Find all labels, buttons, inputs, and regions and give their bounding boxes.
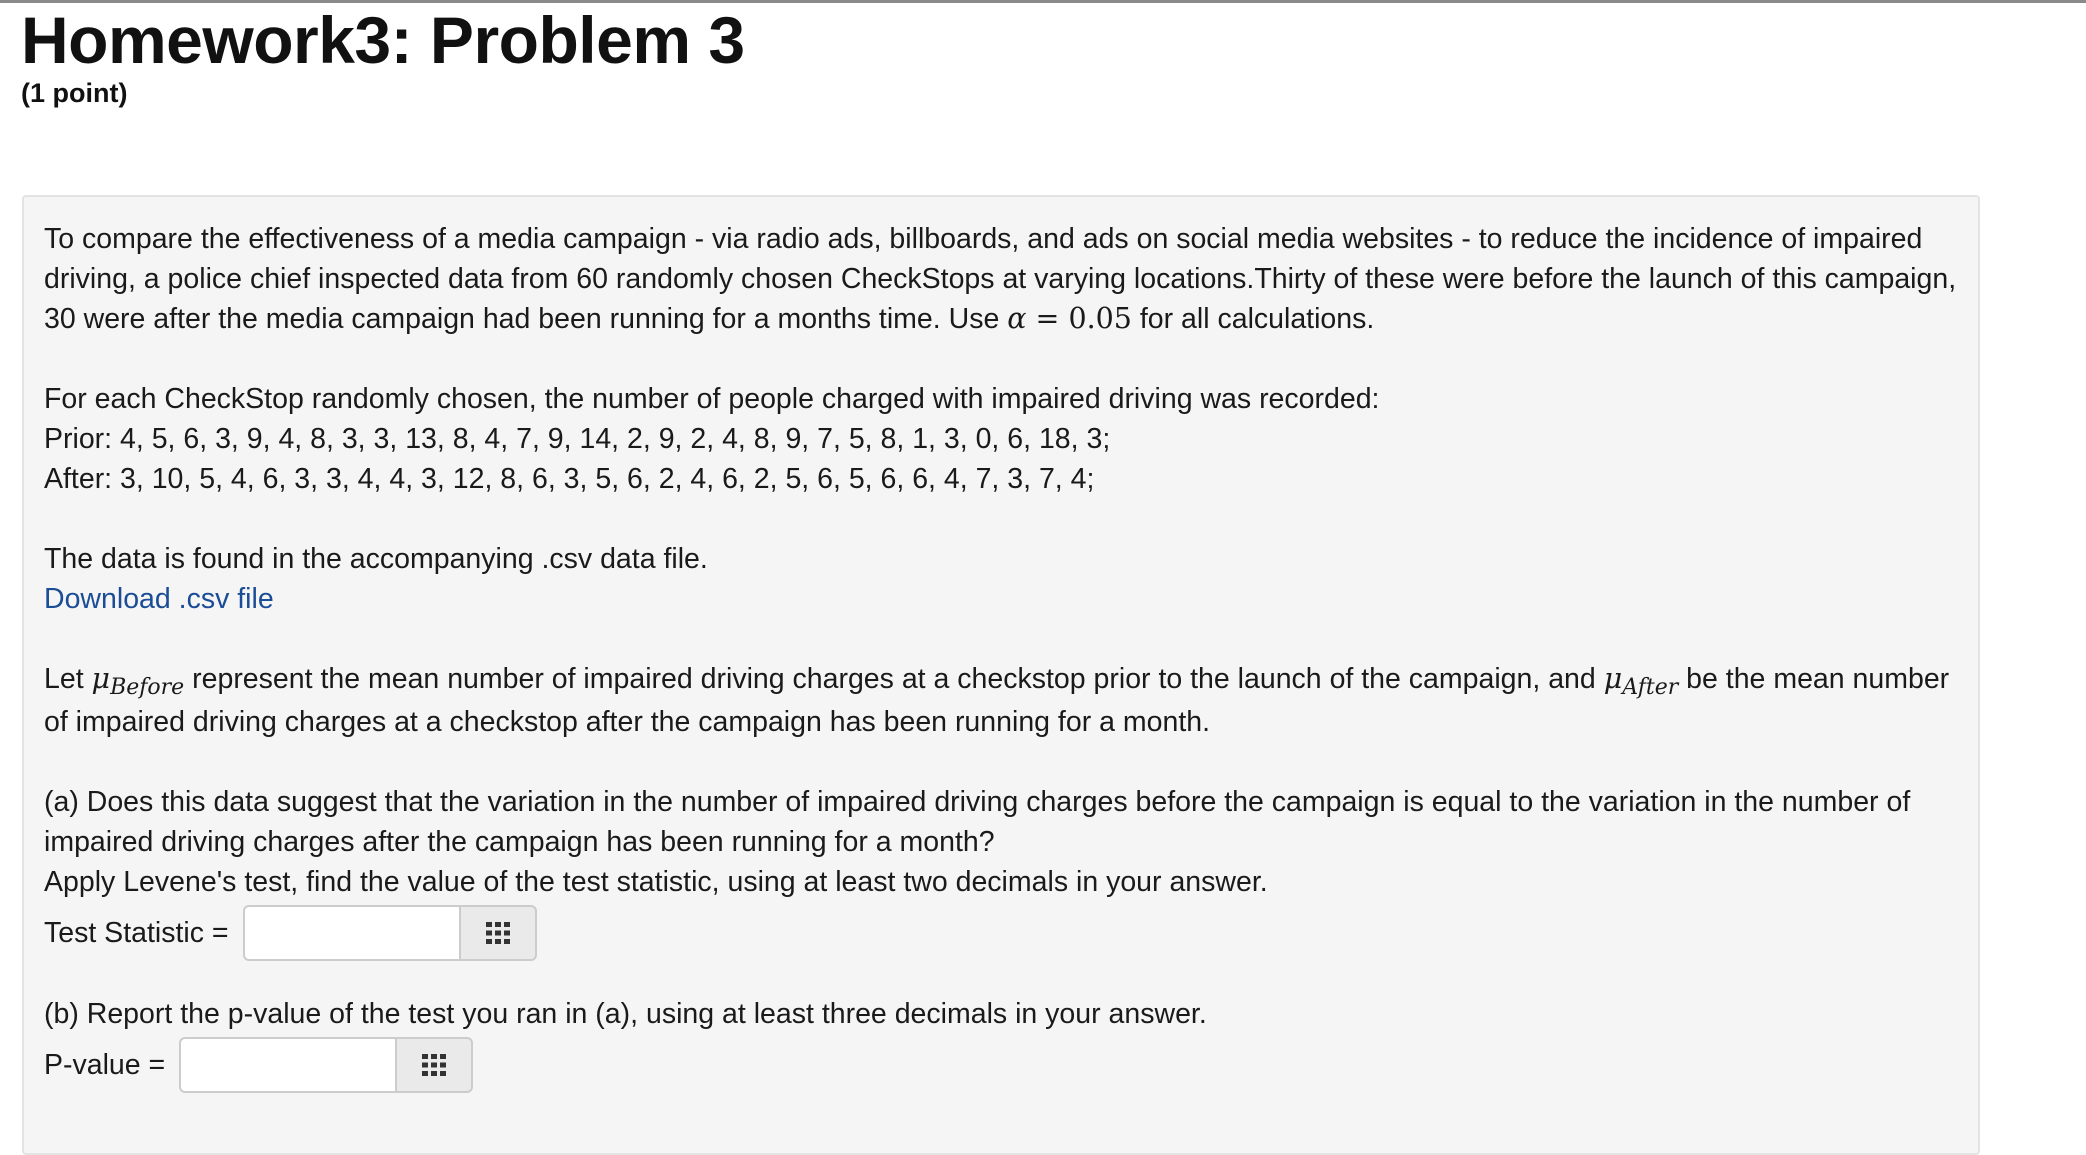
mu-before-symbol: μ (91, 662, 111, 695)
p-value-label: P-value = (44, 1049, 166, 1081)
problem-body (22, 195, 1980, 1155)
file-note: The data is found in the accompanying .csv data file. (44, 543, 708, 575)
p-value-input[interactable] (179, 1037, 395, 1093)
test-statistic-palette-button[interactable] (459, 905, 537, 961)
definition-end: be the mean number of impaired driving charges at a checkstop after the campaign has been running for a month. (44, 663, 1950, 738)
part-b-question: (b) Report the p-value of the test you ran in (a), using at least three decimals in your answer. (44, 998, 1207, 1030)
prior-data: Prior: 4, 5, 6, 3, 9, 4, 8, 3, 3, 13, 8, 4, 7, 9, 14, 2, 9, 2, 4, 8, 9, 7, 5, 8, 1, 3, 0, 6, 18, 3; (44, 423, 1111, 455)
grid-icon (485, 921, 511, 945)
test-statistic-input[interactable] (243, 905, 459, 961)
p-value-row (44, 1034, 1958, 1096)
intro-suffix: for all calculations. (1131, 303, 1375, 335)
p-value-palette-button[interactable] (395, 1037, 473, 1093)
equals-sign: = (1026, 302, 1069, 335)
mu-after-subscript: After (1622, 675, 1679, 700)
points-label: (1 point) (21, 78, 128, 108)
data-intro: For each CheckStop randomly chosen, the number of people charged with impaired driving was recorded: (44, 383, 1380, 415)
alpha-value: 0.05 (1068, 302, 1132, 335)
grid-icon (421, 1053, 447, 1077)
download-csv-link[interactable]: Download .csv file (44, 583, 274, 615)
test-statistic-row (44, 902, 1958, 964)
part-a-instruction: Apply Levene's test, find the value of the test statistic, using at least two decimals in your answer. (44, 866, 1268, 898)
definition-paragraph (44, 659, 1958, 742)
test-statistic-label: Test Statistic = (44, 917, 229, 949)
intro-text: To compare the effectiveness of a media campaign - via radio ads, billboards, and ads on social media websites - to reduce the incidence of impaired driving, a police chief inspected data from 60 randomly chosen CheckStops at varying locations.Thirty of these were before the launch of this campaign, 30 were after the media campaign had been running for a months time. Use (44, 223, 1957, 335)
intro-paragraph (44, 219, 1958, 339)
part-a-question: (a) Does this data suggest that the variation in the number of impaired driving charges before the campaign is equal to the variation in the number of impaired driving charges after the campaign has been running for a month? (44, 786, 1911, 858)
mu-before-subscript: Before (110, 675, 185, 700)
after-data: After: 3, 10, 5, 4, 6, 3, 3, 4, 4, 3, 12, 8, 6, 3, 5, 6, 2, 4, 6, 2, 5, 6, 5, 6, 6, 4, 7, 3, 7, 4; (44, 463, 1095, 495)
definition-let: Let (44, 663, 92, 695)
mu-after-symbol: μ (1603, 662, 1623, 695)
alpha-symbol: α (1007, 302, 1027, 335)
page-title: Homework3: Problem 3 (21, 3, 745, 77)
definition-middle: represent the mean number of impaired driving charges at a checkstop prior to the launch of the campaign, and (184, 663, 1604, 695)
